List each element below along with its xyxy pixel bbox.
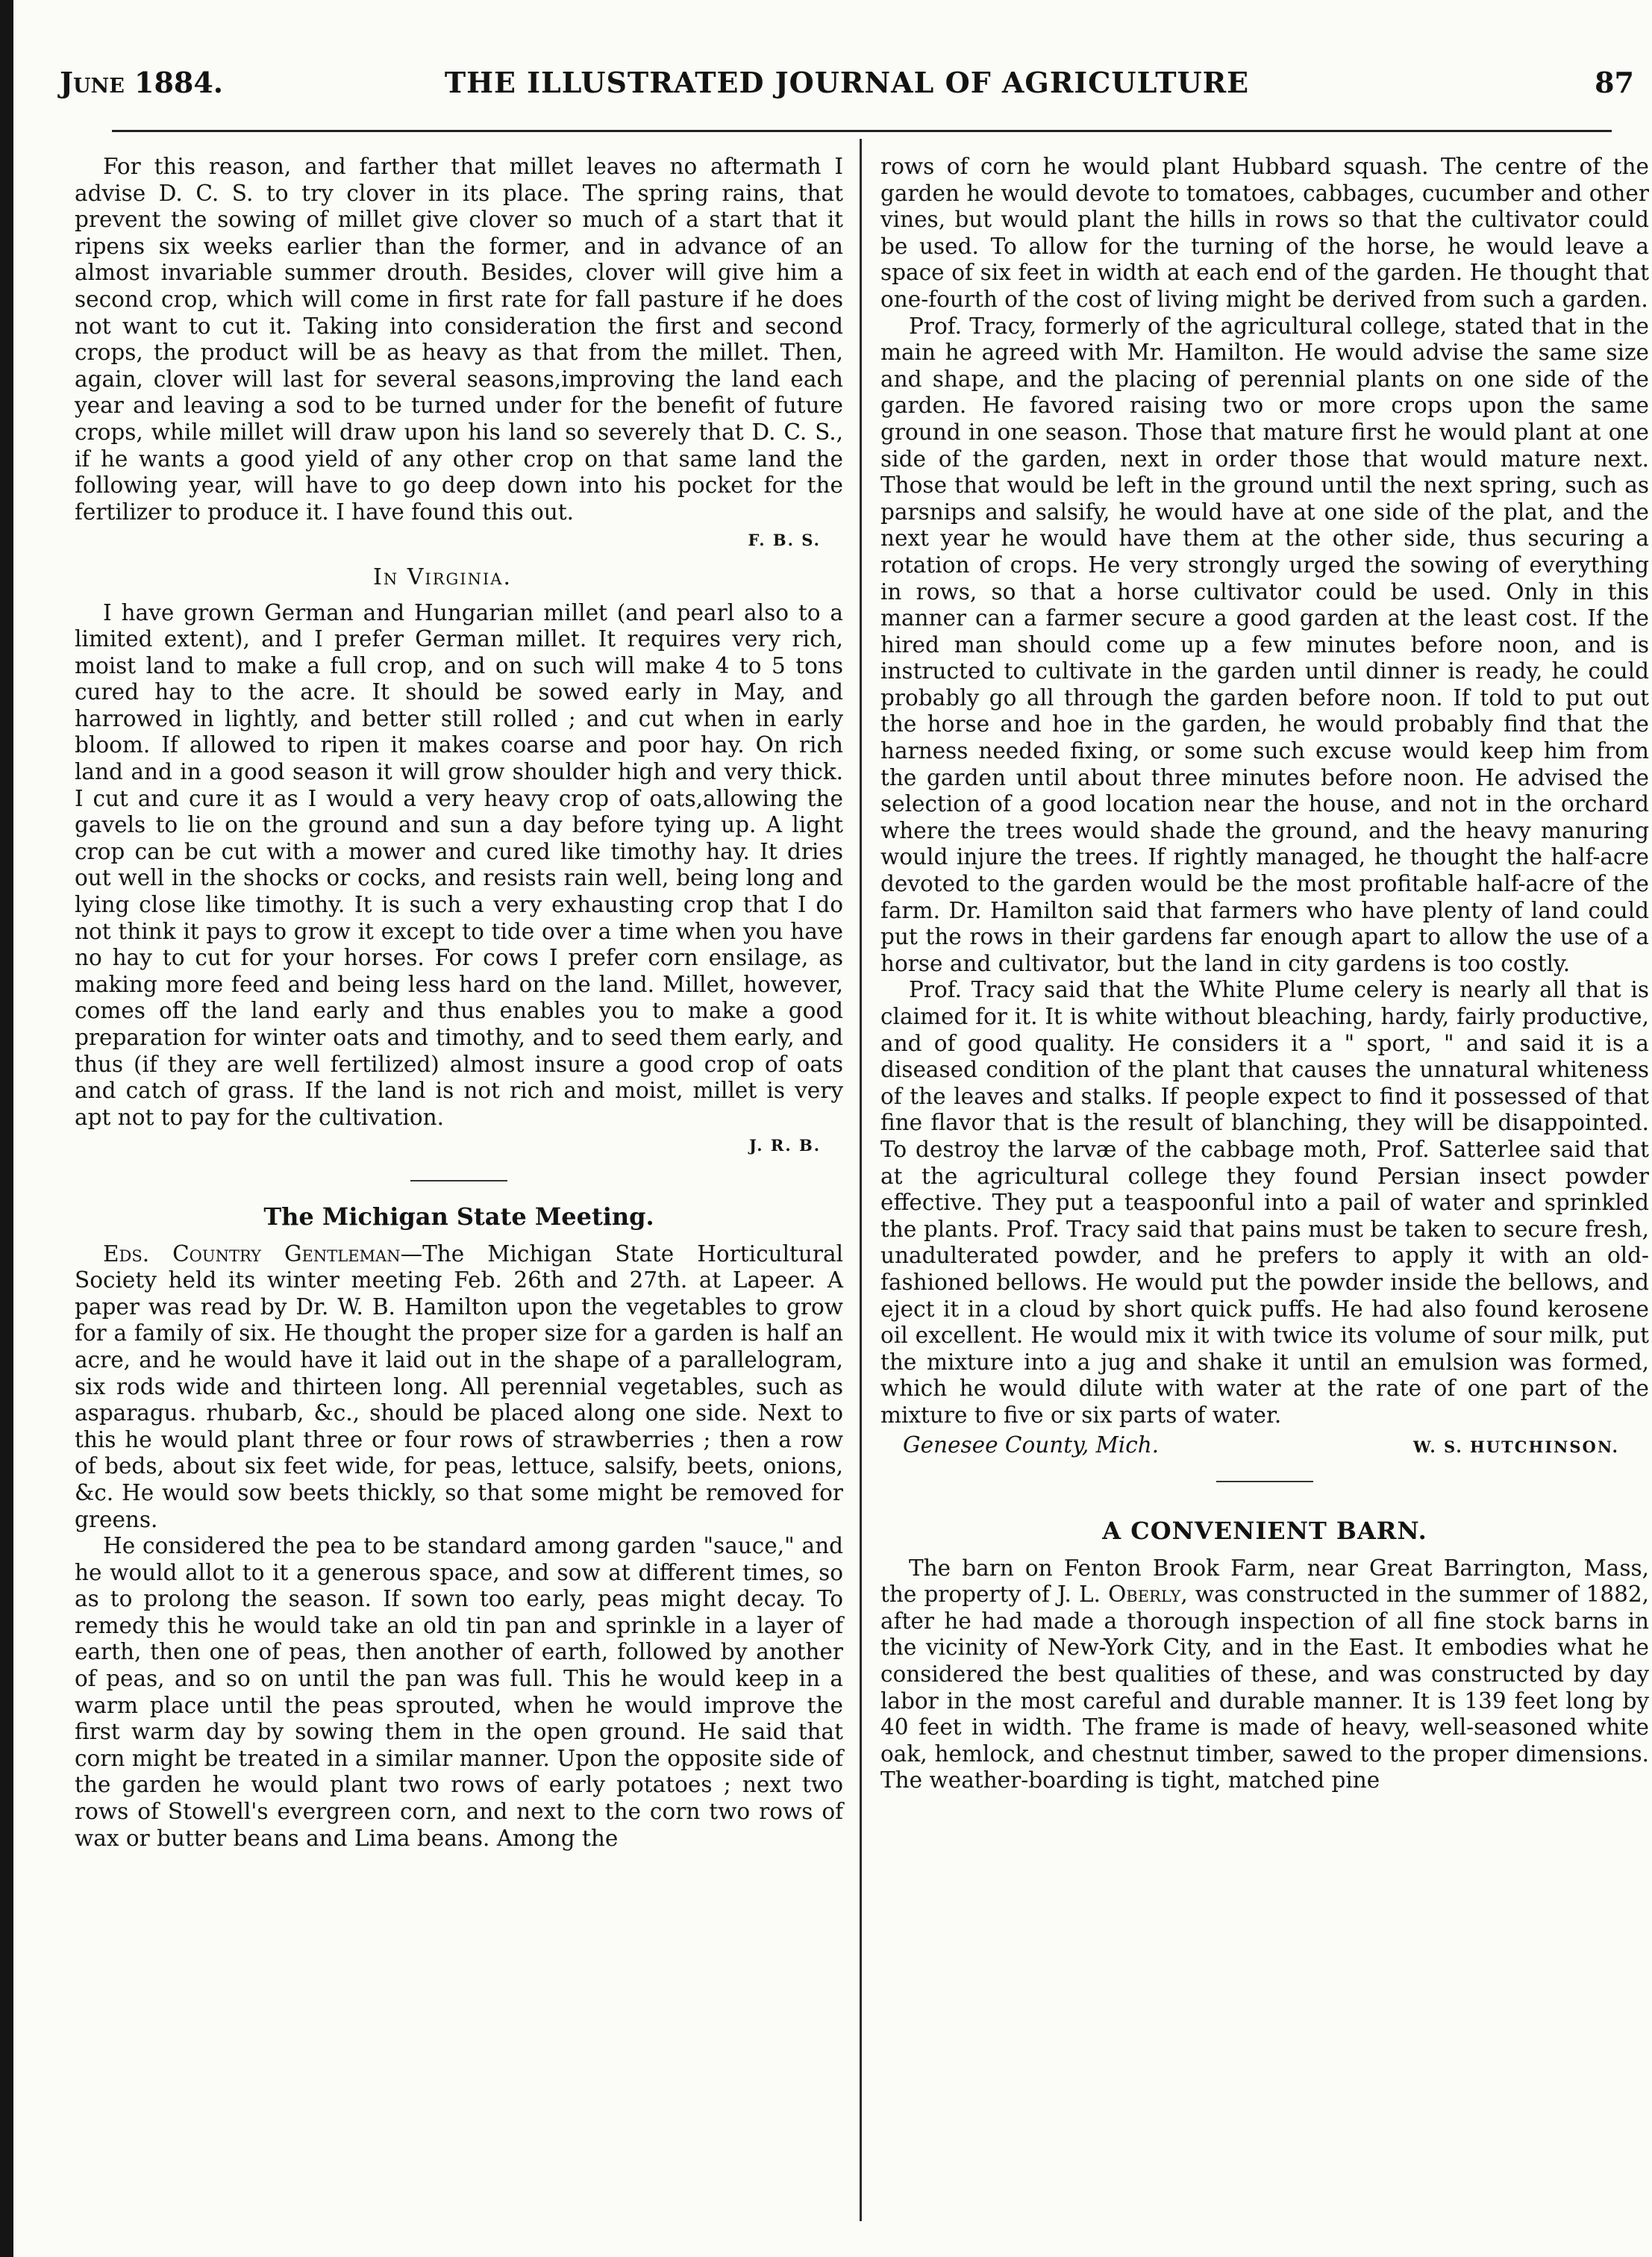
signature-fbs: F. B. S. [748, 531, 821, 550]
garden-layout-paragraph: rows of corn he would plant Hubbard squash. The centre of the garden he would devote to tomatoes, cabbages, cucumber and other vines, but would plant the hills in rows so that the cultivator could be used. To allow for the turning of the horse, he would leave a space of six feet in width at each end of the garden. He thought that one-fourth of the cost of living might be derived from such a garden. [880, 154, 1649, 312]
editor-salutation: Eds. Country Gentleman [103, 1240, 401, 1267]
celery-paragraph: Prof. Tracy said that the White Plume celery is nearly all that is claimed for it. It is white without bleaching, hardy, fairly productive, and of good quality. He considers it a " sport, " and said it is a diseased condition of the plant that causes the unnatural whiteness of the leaves and stalks. If people expect to find it possessed of that fine flavor that is the result of blanching, they will be disappointed. To destroy the larvæ of the cabbage moth, Prof. Satterlee said that at the agricultural college they found Persian insect powder effective. They put a teaspoonful into a pail of water and sprinkled the plants. Prof. Tracy said that pains must be taken to secure fresh, unadulterated powder, and he prefers to apply it with an old-fashioned bellows. He would put the powder inside the bellows, and eject it in a cloud by short quick puffs. He had also found kerosene oil excellent. He would mix it with twice its volume of sour milk, put the mixture into a jug and shake it until an emulsion was formed, which he would dilute with water at the rate of one part of the mixture to five or six parts of water. [880, 977, 1649, 1428]
issue-date: June 1884. [60, 66, 224, 99]
signature-jrb: J. R. B. [748, 1136, 821, 1155]
header-rule [112, 130, 1612, 132]
barn-text-start: The barn on Fenton Brook Farm, near Great Barrington, Mass, the property of [880, 1555, 1649, 1608]
pea-sowing-paragraph: He considered the pea to be standard among garden "sauce," and he would allot to it a generous space, and sow at different times, so as to prolong the season. If sown too early, peas might decay. To remedy this he would take an old tin pan and sprinkle in a layer of earth, then one of peas, then another of earth, followed by another of peas, and so on until the pan was full. This he would keep in a warm place until the peas sprouted, when he would improve the first warm day by sowing them in the open ground. He said that corn might be treated in a similar manner. Upon the opposite side of the garden he would plant two rows of early potatoes ; next two rows of Stowell's evergreen corn, and next to the corn two rows of wax or butter beans and Lima beans. Among the [75, 1533, 843, 1851]
virginia-millet-paragraph: I have grown German and Hungarian millet (and pearl also to a limited extent), and I prefer German millet. It requires very rich, moist land to make a full crop, and on such will make 4 to 5 tons cured hay to the acre. It should be sowed early in May, and harrowed in lightly, and better still rolled ; and cut when in early bloom. If allowed to ripen it makes coarse and poor hay. On rich land and in a good season it will grow shoulder high and very thick. I cut and cure it as I would a very heavy crop of oats,allowing the gavels to lie on the ground and sun a day before tying up. A light crop can be cut with a mower and cured like timothy hay. It dries out well in the shocks or cocks, and resists rain well, being long and lying close like timothy. It is such a very exhausting crop that I do not think it pays to grow it except to tide over a time when you have no hay to cut for your horses. For cows I prefer corn ensilage, as making more feed and being less hard on the land. Millet, however, comes off the land early and thus enables you to make a good preparation for winter oats and timothy, and to seed them early, and thus (if they are well fertilized) almost insure a good crop of oats and catch of grass. If the land is not rich and moist, millet is very apt not to pay for the cultivation. [75, 599, 843, 1130]
article-title-barn: A CONVENIENT BARN. [1102, 1517, 1427, 1546]
left-column [75, 154, 843, 1852]
page-number: 87 [1595, 66, 1634, 99]
prof-tracy-paragraph: Prof. Tracy, formerly of the agricultural college, stated that in the main he agreed with Mr. Hamilton. He would advise the same size and shape, and the placing of perennial plants on one side of the garden. He favored raising two or more crops upon the same ground in one season. Those that mature first he would plant at one side of the garden, next in order those that would mature next. Those that would be left in the ground until the next spring, such as parsnips and salsify, he would have at one side of the plat, and the next year he would have them at the other side, thus securing a rotation of crops. He very strongly urged the sowing of everything in rows, so that a horse cultivator could be used. Only in this manner can a farmer secure a good garden at the least cost. If the hired man should come up a few minutes before noon, and is instructed to cultivate in the garden until dinner is ready, he could probably go all through the garden before noon. If told to put out the horse and hoe in the garden, he would probably find that the harness needed fixing, or some such excuse would keep him from the garden until about three minutes before noon. He advised the selection of a good location near the house, and not in the orchard where the trees would shade the ground, and the heavy manuring would injure the trees. If rightly managed, he thought the half-acre devoted to the garden would be the most profitable half-acre of the farm. Dr. Hamilton said that farmers who have plenty of land could put the rows in their gardens far enough apart to allow the use of a horse and cultivator, but the land in city gardens is too costly. [880, 313, 1649, 976]
barn-paragraph [880, 1555, 1649, 1794]
column-divider [860, 139, 862, 2221]
michigan-meeting-text: —The Michigan State Horticultural Society held its winter meeting Feb. 26th and 27th. at Lapeer. A paper was read by Dr. W. B. Hamilton upon the vegetables to grow for a family of six. He thought the proper size for a garden is half an acre, and he would have it laid out in the shape of a parallelogram, six rods wide and thirteen long. All perennial vegetables, such as asparagus. rhubarb, &c., should be placed along one side. Next to this he would plant three or four rows of strawberries ; then a row of beds, about six feet wide, for peas, lettuce, salsify, beets, onions, &c. He would sow beets thickly, so that some might be removed for greens. [75, 1240, 844, 1532]
page-header [60, 66, 1634, 110]
section-divider [410, 1180, 507, 1181]
article-title-michigan: The Michigan State Meeting. [263, 1202, 654, 1231]
barn-text-rest: , was constructed in the summer of 1882, after he had made a thorough inspection of all fine stock barns in the vicinity of New-York City, and in the East. It embodies what he considered the best qualities of these, and was constructed by day labor in the most careful and durable manner. It is 139 feet long by 40 feet in width. The frame is made of heavy, well-seasoned white oak, hemlock, and chestnut timber, sawed to the proper dimensions. The weather-boarding is tight, matched pine [880, 1582, 1649, 1794]
millet-clover-paragraph: For this reason, and farther that millet leaves no aftermath I advise D. C. S. to try clover in its place. The spring rains, that prevent the sowing of millet give clover so much of a start that it ripens six weeks earlier than the former, and in advance of an almost invariable summer drouth. Besides, clover will give him a second crop, which will come in first rate for fall pasture if he does not want to cut it. Taking into consideration the first and second crops, the product will be as heavy as that from the millet. Then, again, clover will last for several seasons,improving the land each year and leaving a sod to be turned under for the benefit of future crops, while millet will draw upon his land so severely that D. C. S., if he wants a good yield of any other crop on that same land the following year, will have to go deep down into his pocket for the fertilizer to produce it. I have found this out. [75, 154, 843, 525]
signature-place: Genesee County, Mich. [903, 1432, 1160, 1458]
right-column [880, 154, 1649, 1794]
journal-title: THE ILLUSTRATED JOURNAL OF AGRICULTURE [444, 66, 1250, 99]
page-edge-bar [0, 0, 13, 2257]
signature-name: W. S. HUTCHINSON. [1413, 1437, 1619, 1456]
michigan-meeting-paragraph [75, 1241, 843, 1534]
signature-hutchinson [903, 1432, 1619, 1461]
section-subhead-virginia: In Virginia. [373, 564, 512, 590]
barn-owner-name: J. L. Oberly [1057, 1582, 1181, 1608]
section-divider [1216, 1481, 1313, 1482]
